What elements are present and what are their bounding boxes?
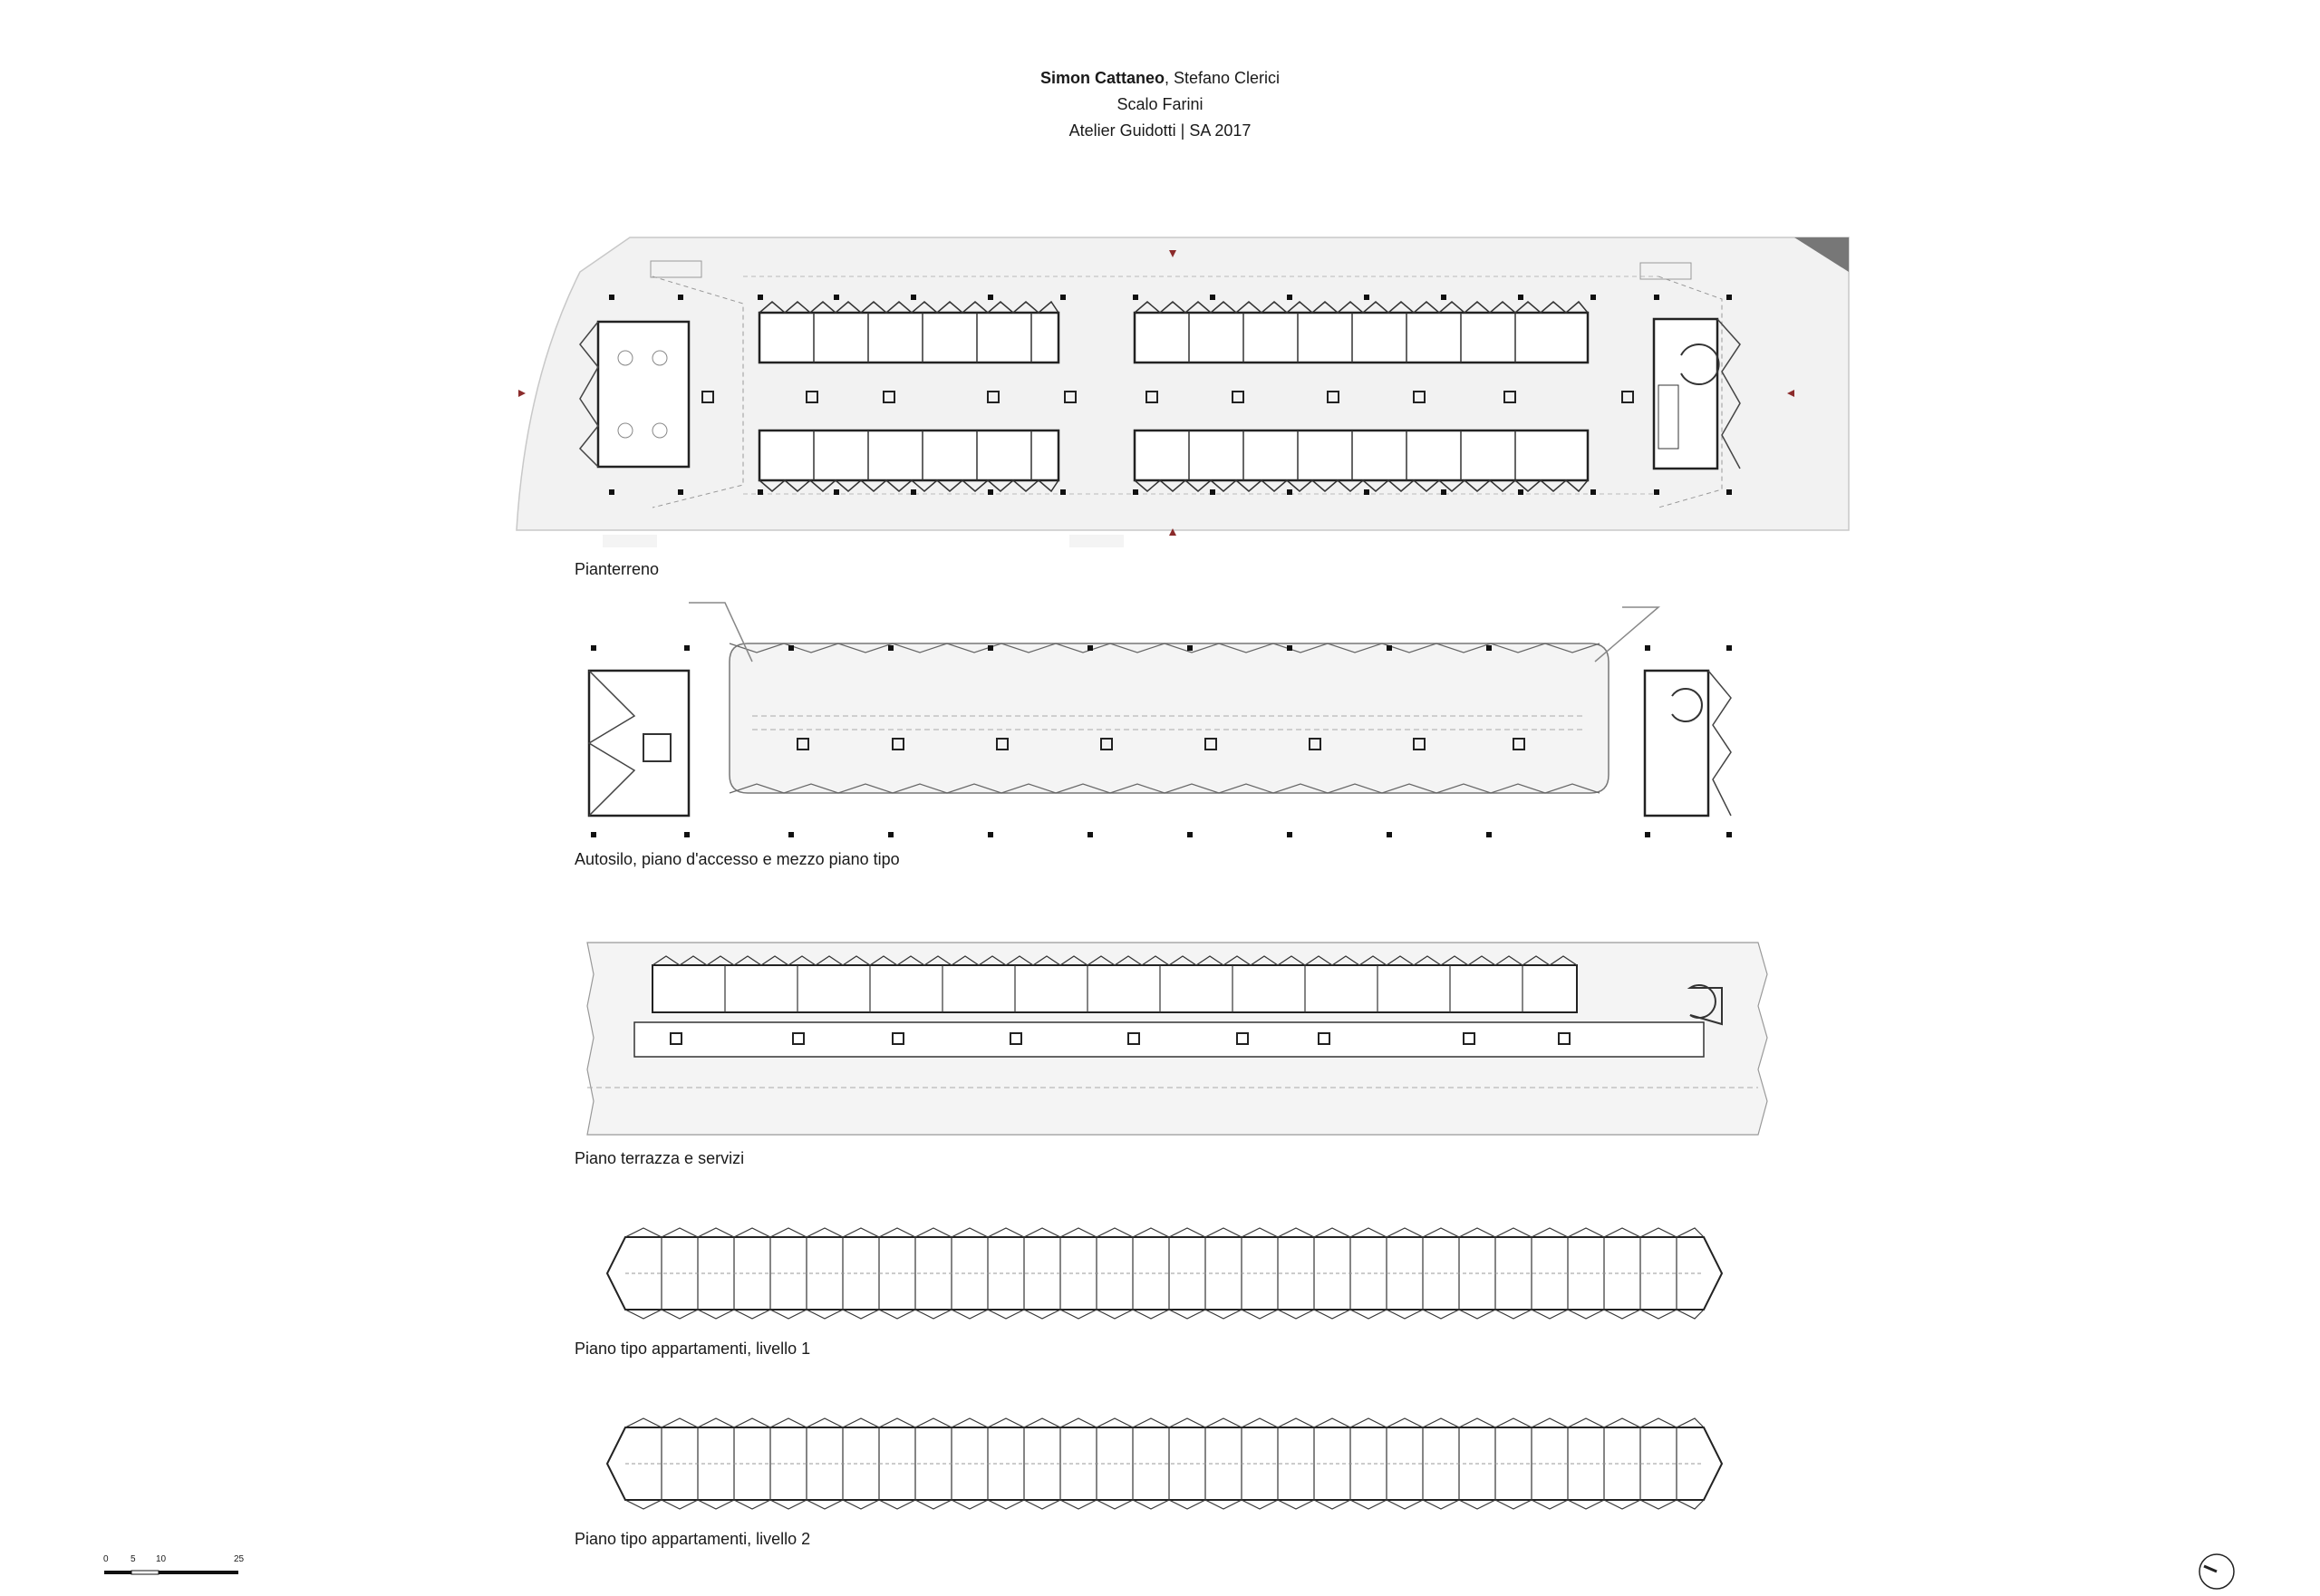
scale-tick-0: 0 bbox=[103, 1554, 109, 1564]
caption-apartments-level-2: Piano tipo appartamenti, livello 2 bbox=[575, 1530, 811, 1548]
plan-apartments-level-1 bbox=[607, 1228, 1722, 1319]
project-name: Scalo Farini bbox=[1116, 95, 1204, 113]
scale-tick-10: 10 bbox=[156, 1554, 167, 1564]
caption-apartments-level-1: Piano tipo appartamenti, livello 1 bbox=[575, 1340, 811, 1358]
scale-bar-graphic bbox=[100, 1567, 254, 1585]
north-arrow-icon bbox=[2197, 1552, 2237, 1591]
studio-name: Atelier Guidotti | SA 2017 bbox=[1068, 121, 1252, 140]
caption-terrace-floor: Piano terrazza e servizi bbox=[575, 1149, 745, 1167]
scale-tick-25: 25 bbox=[234, 1554, 245, 1564]
plan-terrace-floor bbox=[587, 943, 1767, 1135]
caption-ground-floor: Pianterreno bbox=[575, 560, 660, 578]
author-secondary: , Stefano Clerici bbox=[1164, 69, 1281, 87]
author-primary: Simon Cattaneo bbox=[1039, 69, 1165, 87]
caption-parking-floor: Autosilo, piano d'accesso e mezzo piano tipo bbox=[575, 850, 900, 868]
plan-ground-floor bbox=[517, 237, 1849, 547]
plan-parking-access-floor bbox=[589, 603, 1732, 837]
plan-apartments-level-2 bbox=[607, 1418, 1722, 1509]
scale-tick-5: 5 bbox=[130, 1554, 136, 1564]
scale-bar bbox=[100, 1554, 254, 1591]
